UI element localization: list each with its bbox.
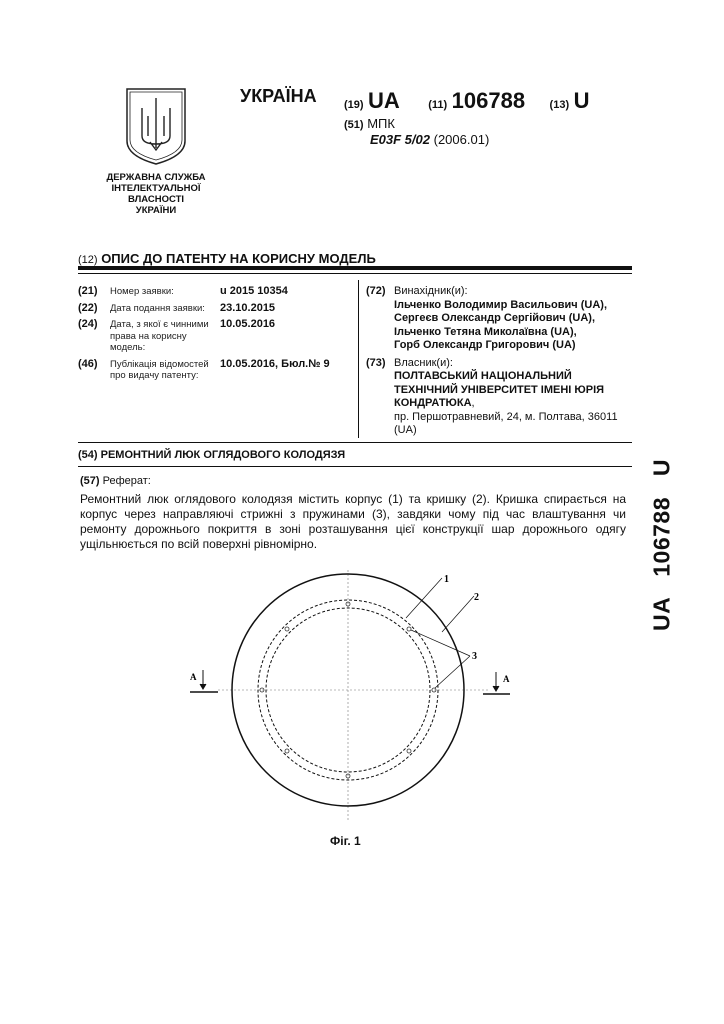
inventor-name: Сергеєв Олександр Сергійович (UA), xyxy=(394,312,596,324)
document-type-title: ОПИС ДО ПАТЕНТУ НА КОРИСНУ МОДЕЛЬ xyxy=(101,251,376,266)
value: 10.05.2016, Бюл.№ 9 xyxy=(220,357,330,370)
value: u 2015 10354 xyxy=(220,285,288,297)
code-13: (13) xyxy=(549,99,570,111)
divider xyxy=(78,442,632,443)
biblio-row xyxy=(78,319,354,354)
code-72: (72) xyxy=(366,285,386,297)
code-19: (19) xyxy=(344,99,364,111)
inventor-name: Горб Олександр Григорович (UA) xyxy=(394,339,576,351)
abstract-text: Ремонтний люк оглядового колодязя містить корпус (1) та кришку (2). Кришка спирається на корпус через направляючі стрижні з пружинами (3), завдяки чому під час влаштування чи ремонту дорожнього покриття в зоні розташування цієї конструкції шар дорожнього одягу ущільнюється по всій поверхні рівномірно. xyxy=(80,492,626,551)
label: Дата, з якої є чинними права на корисну модель: xyxy=(110,319,209,353)
kind-code: U xyxy=(573,88,590,113)
patent-codes xyxy=(344,88,589,114)
owner-name: ПОЛТАВСЬКИЙ НАЦІОНАЛЬНИЙ ТЕХНІЧНИЙ УНІВЕРСИТЕТ ІМЕНІ ЮРІЯ КОНДРАТЮКА xyxy=(394,370,605,409)
abstract-label: Реферат: xyxy=(102,475,151,487)
ipc-label xyxy=(344,116,395,131)
inventor-name: Ільченко Тетяна Миколаївна (UA), xyxy=(394,325,577,338)
label: Дата подання заявки: xyxy=(110,302,205,314)
code-54: (54) xyxy=(78,449,98,461)
owner xyxy=(366,357,630,438)
biblio-row xyxy=(78,303,354,315)
code-11: (11) xyxy=(428,99,448,111)
abstract-heading xyxy=(80,475,151,487)
owner-name-suffix: , xyxy=(471,397,475,409)
document-type xyxy=(78,251,376,266)
code-57: (57) xyxy=(80,475,100,487)
section-label-left: A xyxy=(190,672,197,682)
label-1: 1 xyxy=(444,574,449,585)
agency-line: ВЛАСНОСТІ xyxy=(127,194,185,205)
agency-line: ДЕРЖАВНА СЛУЖБА xyxy=(106,172,206,183)
invention-title xyxy=(78,449,345,461)
side-patent-id: UA 106788 U xyxy=(648,458,675,632)
inventors-label: Винахідник(и): xyxy=(394,285,468,297)
bibliographic-data xyxy=(78,286,354,387)
title-text: РЕМОНТНИЙ ЛЮК ОГЛЯДОВОГО КОЛОДЯЗЯ xyxy=(100,449,346,461)
coat-of-arms-icon xyxy=(124,86,188,166)
code: (46) xyxy=(78,357,98,370)
inventors xyxy=(366,285,630,353)
parties-column xyxy=(366,285,630,438)
agency-line: УКРАЇНИ xyxy=(135,205,177,216)
biblio-row xyxy=(78,359,354,382)
center-lines xyxy=(218,570,490,820)
owner-address: пр. Першотравневий, 24, м. Полтава, 36011 (UA) xyxy=(394,410,618,436)
code: (24) xyxy=(78,318,98,330)
divider xyxy=(78,273,632,274)
patent-number: 106788 xyxy=(451,88,526,113)
code: (21) xyxy=(78,285,98,297)
column-divider xyxy=(358,280,359,438)
label-2: 2 xyxy=(474,592,479,603)
leader-lines xyxy=(406,578,474,688)
section-label-right: A xyxy=(503,674,510,684)
ipc-class-code: E03F 5/02 xyxy=(370,132,430,147)
code-51: (51) xyxy=(344,119,364,131)
ipc-version: (2006.01) xyxy=(433,132,490,147)
country-name: УКРАЇНА xyxy=(240,86,317,106)
code-12: (12) xyxy=(78,254,98,266)
figure-caption: Фіг. 1 xyxy=(330,834,361,848)
label-3: 3 xyxy=(472,651,477,662)
figure-drawing xyxy=(180,570,520,830)
agency-line: ІНТЕЛЕКТУАЛЬНОЇ xyxy=(111,183,201,194)
code: (22) xyxy=(78,301,98,314)
agency-name xyxy=(96,172,216,216)
country-code: UA xyxy=(368,88,400,113)
label: Номер заявки: xyxy=(110,286,174,297)
divider xyxy=(78,266,632,270)
divider xyxy=(78,466,632,467)
ipc-class xyxy=(370,132,489,147)
ipc-label-text: МПК xyxy=(367,116,395,131)
inventor-name: Ільченко Володимир Васильович (UA), xyxy=(394,298,607,311)
biblio-row xyxy=(78,286,354,298)
code-73: (73) xyxy=(366,356,386,369)
label: Публікація відомостей про видачу патенту: xyxy=(110,358,209,381)
owner-label: Власник(и): xyxy=(394,356,453,369)
section-markers xyxy=(190,670,510,694)
value: 23.10.2015 xyxy=(220,301,276,314)
value: 10.05.2016 xyxy=(220,318,276,330)
